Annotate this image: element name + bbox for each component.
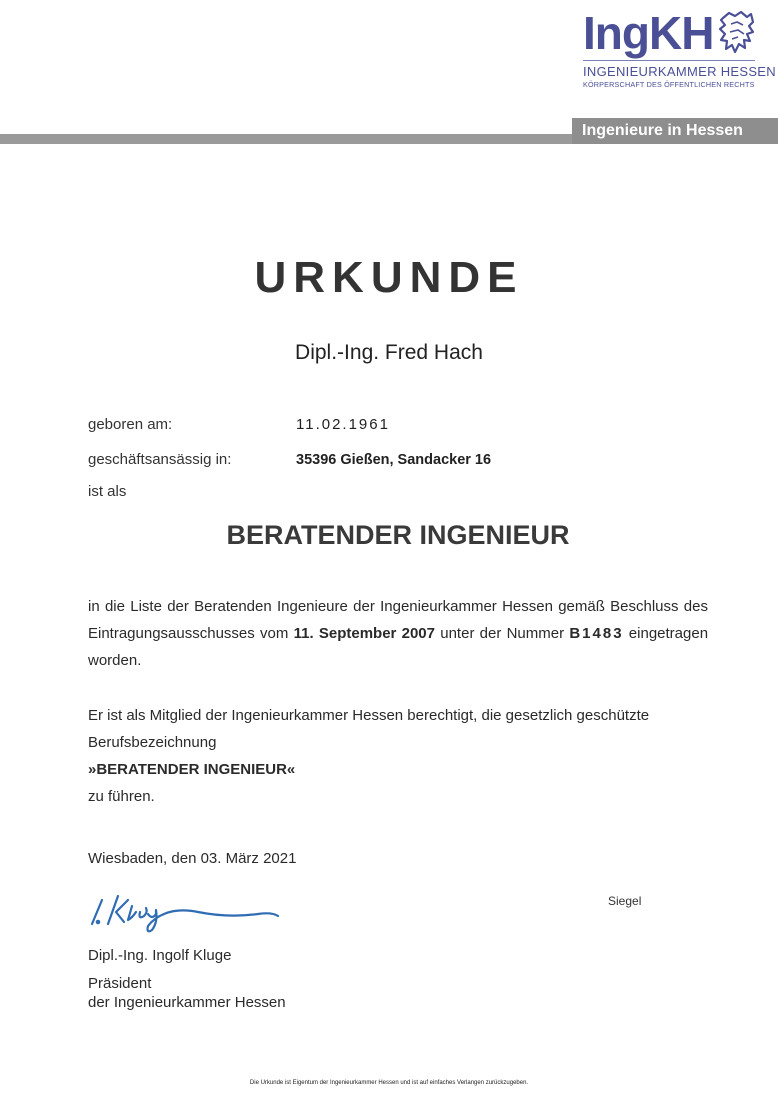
entitlement-paragraph bbox=[88, 702, 708, 810]
signer-title: Präsident bbox=[88, 975, 152, 992]
entitlement-line-2: Berufsbezeichnung bbox=[88, 734, 217, 751]
role-title: BERATENDER INGENIEUR bbox=[226, 520, 570, 550]
logo-org-name: INGENIEURKAMMER HESSEN bbox=[583, 64, 776, 79]
registration-number: B1483 bbox=[569, 625, 624, 642]
entitlement-line-4: zu führen. bbox=[88, 788, 155, 805]
logo-wordmark: IngKH bbox=[583, 7, 714, 59]
entitlement-title: »BERATENDER INGENIEUR« bbox=[88, 761, 296, 778]
registration-text-2: unter der Nummer bbox=[440, 625, 565, 642]
logo-divider bbox=[583, 60, 755, 61]
footer-note: Die Urkunde ist Eigentum der Ingenieurkammer Hessen und ist auf einfaches Verlangen zurückzugeben. bbox=[249, 1080, 529, 1086]
business-value: 35396 Gießen, Sandacker 16 bbox=[296, 452, 492, 468]
recipient-name: Dipl.-Ing. Fred Hach bbox=[295, 341, 483, 364]
seal-label: Siegel bbox=[608, 894, 642, 908]
registration-text-3: eingetragen worden. bbox=[88, 625, 709, 669]
birth-label: geboren am: bbox=[88, 416, 173, 433]
birth-value: 11.02.1961 bbox=[296, 416, 390, 433]
intro-text: ist als bbox=[88, 483, 127, 500]
header-band-label: Ingenieure in Hessen bbox=[582, 122, 743, 139]
logo-org-subtitle: KÖRPERSCHAFT DES ÖFFENTLICHEN RECHTS bbox=[583, 80, 755, 89]
document-title: URKUNDE bbox=[254, 253, 524, 302]
business-label: geschäftsansässig in: bbox=[88, 451, 232, 468]
entitlement-line-1: Er ist als Mitglied der Ingenieurkammer Hessen berechtigt, die gesetzlich geschützte bbox=[88, 707, 650, 724]
hessen-lion-icon bbox=[717, 10, 757, 56]
signer-block bbox=[88, 946, 708, 1012]
place-date: Wiesbaden, den 03. März 2021 bbox=[88, 850, 297, 867]
registration-text-1: in die Liste der Beratenden Ingenieure der Ingenieurkammer Hessen gemäß Beschluss des Eintragungsausschusses vom bbox=[88, 598, 708, 642]
signer-name: Dipl.-Ing. Ingolf Kluge bbox=[88, 947, 232, 964]
registration-date: 11. September 2007 bbox=[293, 625, 435, 642]
signer-org: der Ingenieurkammer Hessen bbox=[88, 994, 286, 1011]
signature bbox=[88, 888, 288, 934]
header-band bbox=[0, 134, 572, 144]
registration-paragraph bbox=[88, 593, 708, 674]
